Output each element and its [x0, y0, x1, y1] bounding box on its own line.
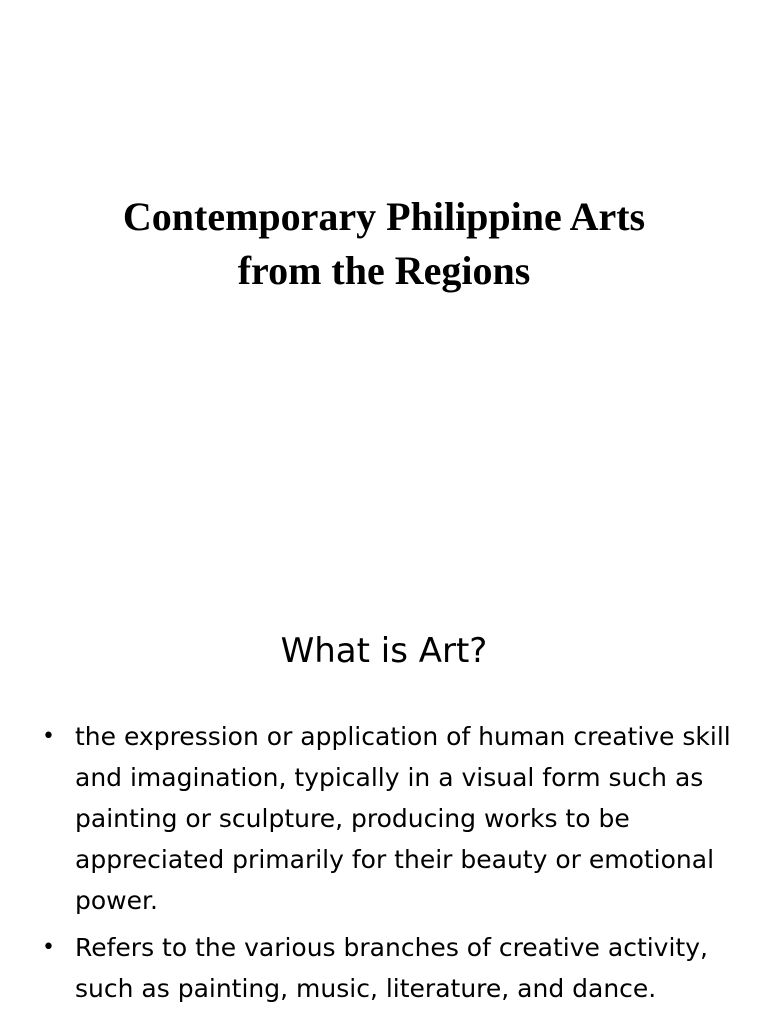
bullet-item — [40, 716, 740, 921]
bullet-item — [40, 927, 740, 1009]
bullet-text: Refers to the various branches of creative activity, such as painting, music, literature, and dance. — [75, 933, 708, 1003]
presentation-title-line-2: from the Regions — [237, 248, 531, 293]
presentation-title — [0, 190, 768, 298]
bullet-text: the expression or application of human creative skill and imagination, typically in a visual form such as painting or sculpture, producing works to be appreciated primarily for their beauty or emotional power. — [75, 722, 731, 915]
bullet-list — [40, 716, 740, 1015]
slide-what-is-art — [0, 576, 768, 1024]
bullet-point-icon: • — [42, 724, 55, 749]
slide-heading: What is Art? — [280, 631, 488, 671]
presentation-title-line-1: Contemporary Philippine Arts — [122, 194, 646, 239]
bullet-point-icon: • — [42, 935, 55, 960]
